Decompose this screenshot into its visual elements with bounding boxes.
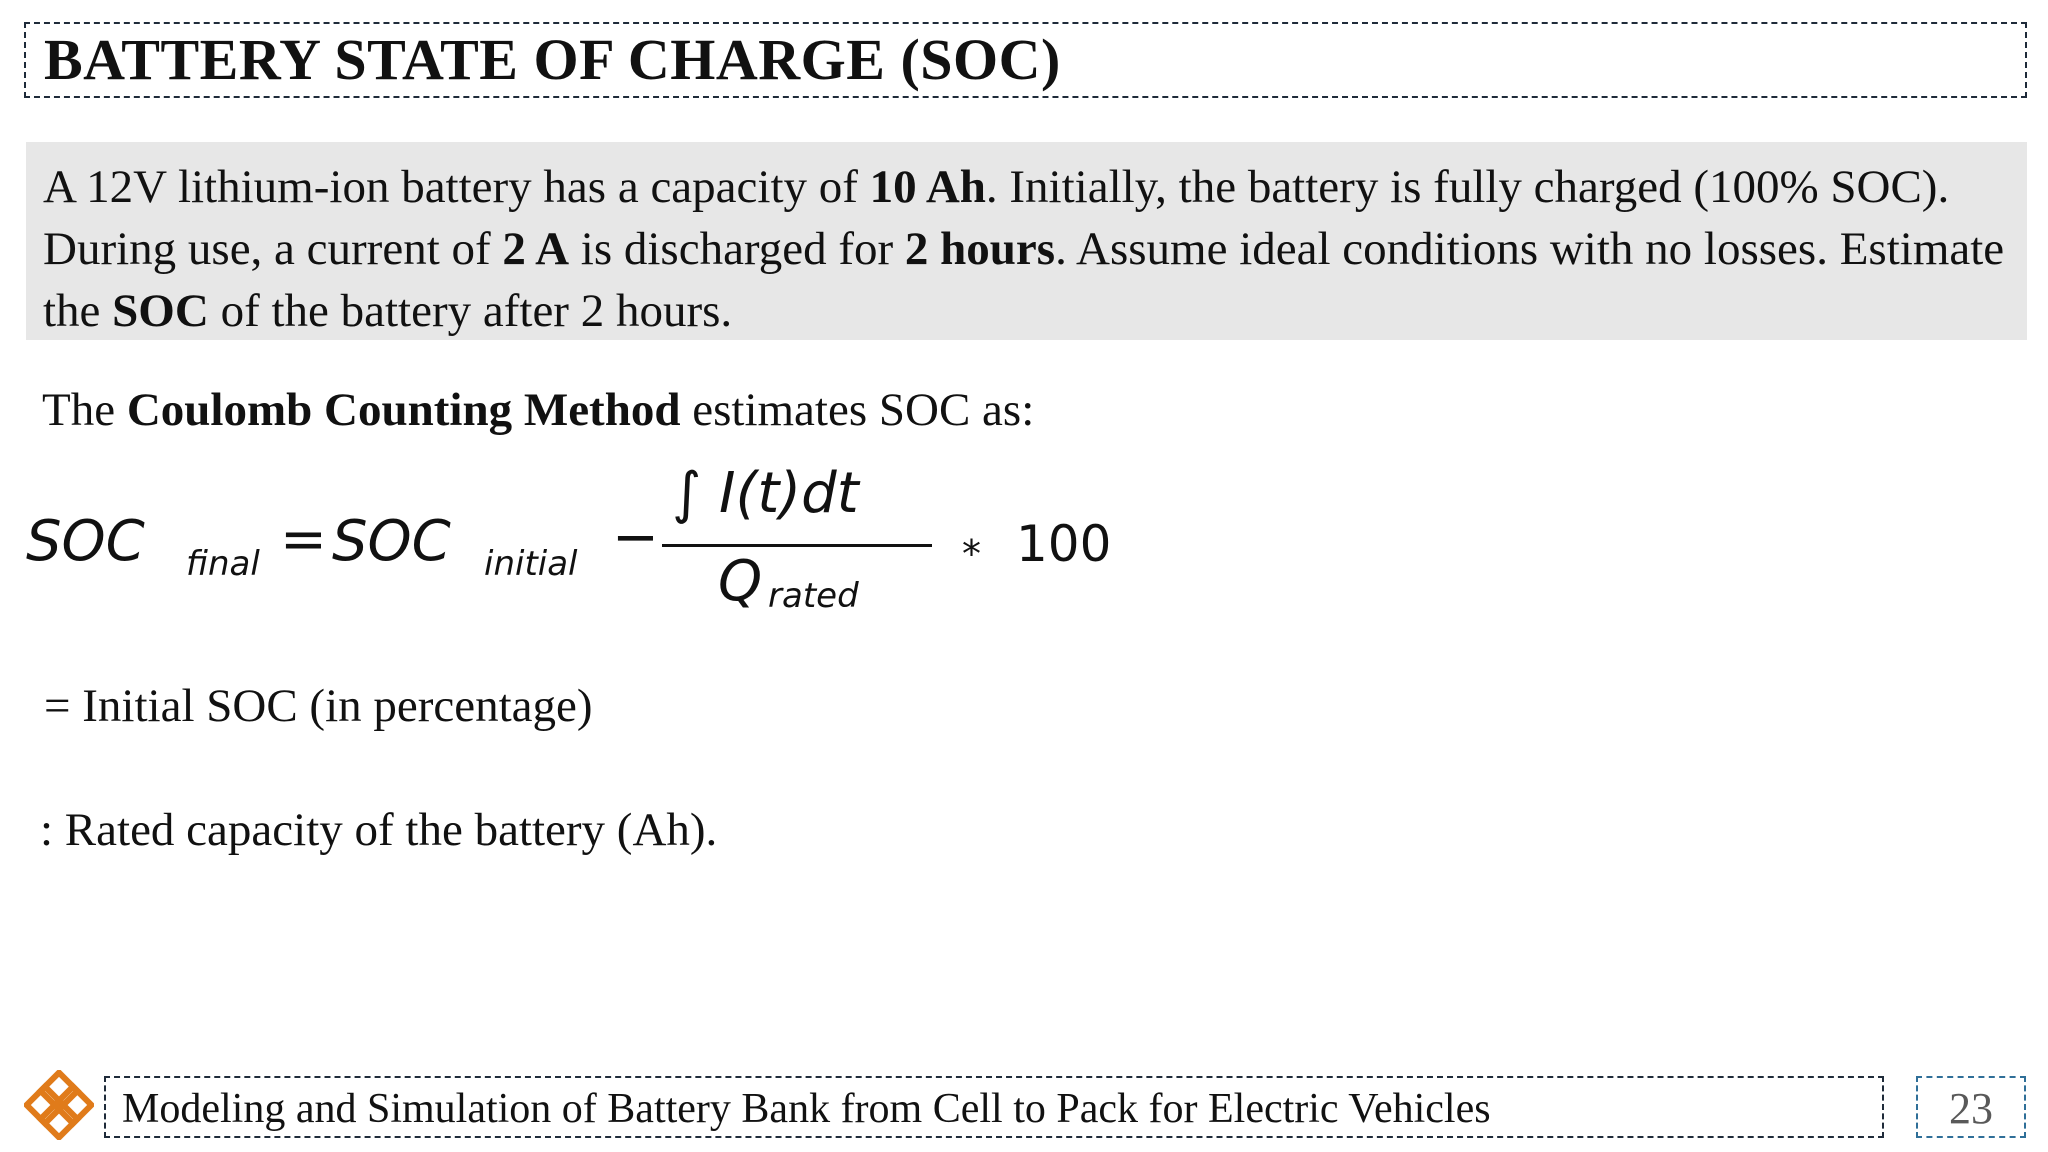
formula-sub-rated: rated	[768, 576, 859, 616]
method-prefix: The	[42, 384, 127, 436]
definition-initial-soc: = Initial SOC (in percentage)	[44, 680, 593, 732]
formula-soc-final: SOC	[26, 509, 145, 574]
problem-statement	[43, 156, 2018, 342]
problem-text-2: . Initially, the battery is fully charged (100% SOC). During use, a current of	[43, 161, 1950, 275]
definition-rated-capacity: : Rated capacity of the battery (Ah).	[40, 804, 718, 856]
formula-sub-initial: initial	[484, 544, 578, 584]
page-number: 23	[1949, 1084, 1993, 1133]
page-number-box	[1916, 1076, 2026, 1138]
formula-equals: =	[280, 507, 327, 572]
formula-minus: −	[612, 505, 659, 570]
problem-text-3: is discharged for	[569, 223, 905, 275]
fraction-bar	[662, 544, 932, 547]
method-name: Coulomb Counting Method	[126, 384, 681, 436]
endless-knot-icon	[24, 1070, 94, 1140]
formula-q: Q	[718, 549, 763, 614]
title-box	[24, 22, 2027, 98]
formula-soc-initial: SOC	[332, 509, 451, 574]
formula-times: *	[962, 532, 981, 576]
method-suffix: estimates SOC as:	[680, 384, 1035, 436]
duration-value: 2 hours	[904, 223, 1056, 275]
course-title: Modeling and Simulation of Battery Bank from Cell to Pack for Electric Vehicles	[122, 1086, 1491, 1132]
formula-hundred: 100	[1016, 515, 1112, 573]
footer-course-box	[104, 1076, 1884, 1138]
slide-title: BATTERY STATE OF CHARGE (SOC)	[44, 27, 1061, 92]
method-intro	[42, 380, 1034, 440]
soc-formula	[0, 460, 1150, 630]
capacity-value: 10 Ah	[869, 161, 986, 213]
problem-statement-box	[26, 142, 2027, 340]
formula-sub-final: final	[186, 544, 260, 584]
problem-text-1: A 12V lithium-ion battery has a capacity of	[43, 161, 870, 213]
formula-numerator: ∫ I(t)dt	[672, 461, 859, 526]
problem-text-4: . Assume ideal conditions with no losses. Estimate the	[43, 223, 2005, 337]
soc-term: SOC	[112, 285, 209, 337]
current-value: 2 A	[502, 223, 570, 275]
problem-text-5: of the battery after 2 hours.	[208, 285, 733, 337]
